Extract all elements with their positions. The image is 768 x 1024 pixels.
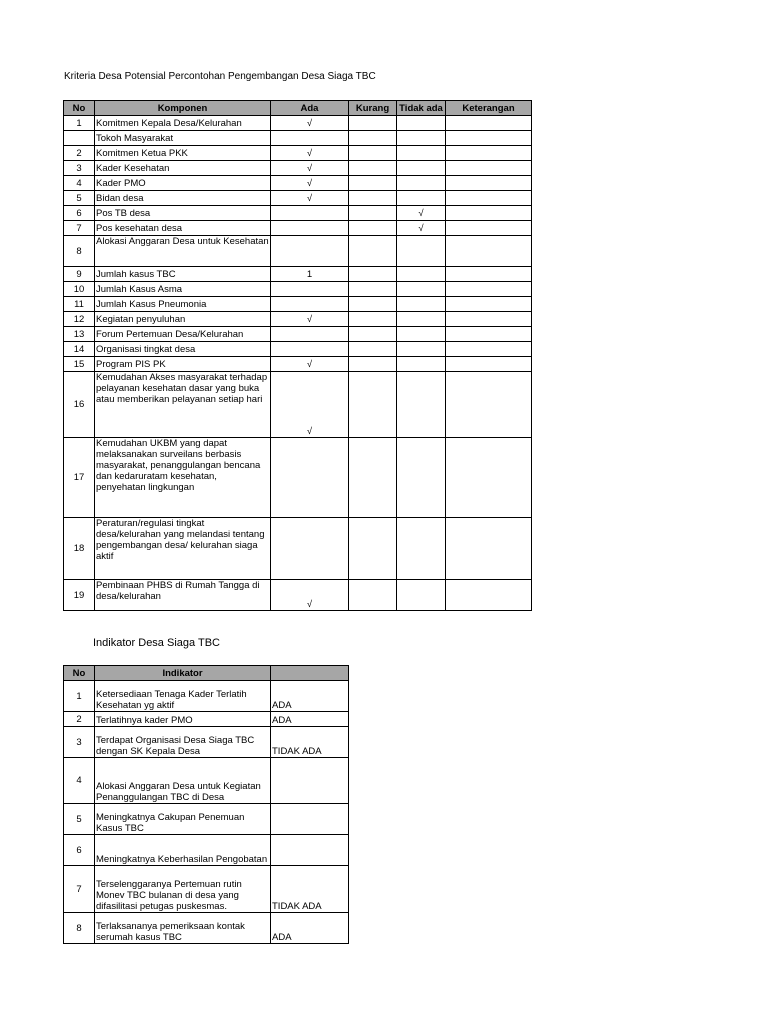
komponen-cell: Kegiatan penyuluhan bbox=[95, 312, 271, 327]
status-cell: ADA bbox=[271, 913, 349, 944]
row-number: 3 bbox=[64, 161, 95, 176]
ada-cell bbox=[271, 327, 349, 342]
table-row bbox=[64, 712, 349, 727]
keterangan-cell bbox=[446, 327, 532, 342]
ada-cell bbox=[271, 236, 349, 267]
tidak-ada-cell bbox=[397, 131, 446, 146]
kurang-cell bbox=[349, 342, 397, 357]
row-number: 16 bbox=[64, 372, 95, 438]
tidak-ada-cell bbox=[397, 312, 446, 327]
table-row bbox=[64, 297, 532, 312]
row-number bbox=[64, 131, 95, 146]
header-kurang: Kurang bbox=[349, 101, 397, 116]
ada-cell bbox=[271, 131, 349, 146]
komponen-cell: Peraturan/regulasi tingkat desa/kelurahan yang melandasi tentang pengembangan desa/ kelurahan siaga aktif bbox=[95, 518, 271, 580]
indikator-cell: Ketersediaan Tenaga Kader Terlatih Kesehatan yg aktif bbox=[95, 681, 271, 712]
tidak-ada-cell bbox=[397, 116, 446, 131]
kurang-cell bbox=[349, 312, 397, 327]
indikator-cell: Terdapat Organisasi Desa Siaga TBC dengan SK Kepala Desa bbox=[95, 727, 271, 758]
row-number: 12 bbox=[64, 312, 95, 327]
ada-cell bbox=[271, 518, 349, 580]
keterangan-cell bbox=[446, 116, 532, 131]
row-number: 4 bbox=[64, 176, 95, 191]
tidak-ada-cell bbox=[397, 146, 446, 161]
komponen-cell: Kader Kesehatan bbox=[95, 161, 271, 176]
keterangan-cell bbox=[446, 297, 532, 312]
row-number: 13 bbox=[64, 327, 95, 342]
table-row bbox=[64, 131, 532, 146]
row-number: 18 bbox=[64, 518, 95, 580]
kurang-cell bbox=[349, 282, 397, 297]
ada-cell: √ bbox=[271, 191, 349, 206]
status-cell: ADA bbox=[271, 712, 349, 727]
table-row bbox=[64, 161, 532, 176]
table-row bbox=[64, 804, 349, 835]
tidak-ada-cell bbox=[397, 342, 446, 357]
keterangan-cell bbox=[446, 438, 532, 518]
ada-cell bbox=[271, 297, 349, 312]
komponen-cell: Alokasi Anggaran Desa untuk Kesehatan bbox=[95, 236, 271, 267]
table-row bbox=[64, 727, 349, 758]
ada-cell: √ bbox=[271, 357, 349, 372]
ada-cell bbox=[271, 438, 349, 518]
table-row bbox=[64, 267, 532, 282]
ada-cell: √ bbox=[271, 116, 349, 131]
tidak-ada-cell bbox=[397, 267, 446, 282]
table-row bbox=[64, 342, 532, 357]
kurang-cell bbox=[349, 297, 397, 312]
row-number: 8 bbox=[64, 913, 95, 944]
indikator-cell: Meningkatnya Cakupan Penemuan Kasus TBC bbox=[95, 804, 271, 835]
keterangan-cell bbox=[446, 580, 532, 611]
komponen-cell: Kemudahan Akses masyarakat terhadap pelayanan kesehatan dasar yang buka atau memberikan pelayanan setiap hari bbox=[95, 372, 271, 438]
header-komponen: Komponen bbox=[95, 101, 271, 116]
header-indikator: Indikator bbox=[95, 666, 271, 681]
table-row bbox=[64, 681, 349, 712]
status-cell bbox=[271, 758, 349, 804]
table-row bbox=[64, 580, 532, 611]
tidak-ada-cell bbox=[397, 236, 446, 267]
table-row bbox=[64, 312, 532, 327]
tidak-ada-cell bbox=[397, 518, 446, 580]
header-keterangan: Keterangan bbox=[446, 101, 532, 116]
row-number: 3 bbox=[64, 727, 95, 758]
tidak-ada-cell bbox=[397, 161, 446, 176]
kurang-cell bbox=[349, 131, 397, 146]
tidak-ada-cell bbox=[397, 357, 446, 372]
row-number: 10 bbox=[64, 282, 95, 297]
row-number: 2 bbox=[64, 146, 95, 161]
kurang-cell bbox=[349, 327, 397, 342]
komponen-cell: Program PIS PK bbox=[95, 357, 271, 372]
table-row bbox=[64, 176, 532, 191]
page-title: Kriteria Desa Potensial Percontohan Pengembangan Desa Siaga TBC bbox=[64, 71, 376, 82]
row-number: 17 bbox=[64, 438, 95, 518]
tidak-ada-cell bbox=[397, 372, 446, 438]
status-cell bbox=[271, 835, 349, 866]
komponen-cell: Bidan desa bbox=[95, 191, 271, 206]
status-cell: ADA bbox=[271, 681, 349, 712]
indicator-table bbox=[63, 665, 349, 944]
row-number: 15 bbox=[64, 357, 95, 372]
kurang-cell bbox=[349, 267, 397, 282]
komponen-cell: Pos kesehatan desa bbox=[95, 221, 271, 236]
indikator-cell: Alokasi Anggaran Desa untuk Kegiatan Penanggulangan TBC di Desa bbox=[95, 758, 271, 804]
table-row bbox=[64, 372, 532, 438]
table-row bbox=[64, 327, 532, 342]
table-row bbox=[64, 282, 532, 297]
kurang-cell bbox=[349, 357, 397, 372]
row-number: 8 bbox=[64, 236, 95, 267]
komponen-cell: Forum Pertemuan Desa/Kelurahan bbox=[95, 327, 271, 342]
header-tidak-ada: Tidak ada bbox=[397, 101, 446, 116]
header-no: No bbox=[64, 101, 95, 116]
komponen-cell: Komitmen Ketua PKK bbox=[95, 146, 271, 161]
keterangan-cell bbox=[446, 131, 532, 146]
keterangan-cell bbox=[446, 372, 532, 438]
keterangan-cell bbox=[446, 518, 532, 580]
status-cell: TIDAK ADA bbox=[271, 866, 349, 913]
komponen-cell: Pos TB desa bbox=[95, 206, 271, 221]
indikator-cell: Terselenggaranya Pertemuan rutin Monev TBC bulanan di desa yang difasilitasi petugas puskesmas. bbox=[95, 866, 271, 913]
tidak-ada-cell bbox=[397, 176, 446, 191]
tidak-ada-cell bbox=[397, 191, 446, 206]
keterangan-cell bbox=[446, 221, 532, 236]
ada-cell bbox=[271, 342, 349, 357]
row-number: 19 bbox=[64, 580, 95, 611]
table-row bbox=[64, 206, 532, 221]
kurang-cell bbox=[349, 191, 397, 206]
tidak-ada-cell: √ bbox=[397, 221, 446, 236]
ada-cell bbox=[271, 282, 349, 297]
kurang-cell bbox=[349, 116, 397, 131]
row-number: 1 bbox=[64, 681, 95, 712]
kurang-cell bbox=[349, 518, 397, 580]
row-number: 2 bbox=[64, 712, 95, 727]
kurang-cell bbox=[349, 236, 397, 267]
ada-cell: √ bbox=[271, 580, 349, 611]
ada-cell bbox=[271, 221, 349, 236]
header-status bbox=[271, 666, 349, 681]
komponen-cell: Tokoh Masyarakat bbox=[95, 131, 271, 146]
komponen-cell: Pembinaan PHBS di Rumah Tangga di desa/kelurahan bbox=[95, 580, 271, 611]
ada-cell bbox=[271, 206, 349, 221]
table-row bbox=[64, 191, 532, 206]
row-number: 6 bbox=[64, 206, 95, 221]
kurang-cell bbox=[349, 438, 397, 518]
kurang-cell bbox=[349, 176, 397, 191]
kurang-cell bbox=[349, 221, 397, 236]
komponen-cell: Jumlah Kasus Pneumonia bbox=[95, 297, 271, 312]
komponen-cell: Organisasi tingkat desa bbox=[95, 342, 271, 357]
status-cell bbox=[271, 804, 349, 835]
row-number: 9 bbox=[64, 267, 95, 282]
header-no: No bbox=[64, 666, 95, 681]
kurang-cell bbox=[349, 580, 397, 611]
table-row bbox=[64, 758, 349, 804]
komponen-cell: Komitmen Kepala Desa/Kelurahan bbox=[95, 116, 271, 131]
keterangan-cell bbox=[446, 206, 532, 221]
table-row bbox=[64, 357, 532, 372]
indikator-cell: Terlatihnya kader PMO bbox=[95, 712, 271, 727]
table-row bbox=[64, 221, 532, 236]
row-number: 1 bbox=[64, 116, 95, 131]
keterangan-cell bbox=[446, 236, 532, 267]
table-row bbox=[64, 835, 349, 866]
table-row bbox=[64, 518, 532, 580]
keterangan-cell bbox=[446, 312, 532, 327]
status-cell: TIDAK ADA bbox=[271, 727, 349, 758]
indikator-cell: Terlaksananya pemeriksaan kontak serumah kasus TBC bbox=[95, 913, 271, 944]
keterangan-cell bbox=[446, 161, 532, 176]
keterangan-cell bbox=[446, 357, 532, 372]
indikator-cell: Meningkatnya Keberhasilan Pengobatan bbox=[95, 835, 271, 866]
ada-cell: √ bbox=[271, 372, 349, 438]
row-number: 7 bbox=[64, 221, 95, 236]
kurang-cell bbox=[349, 161, 397, 176]
kurang-cell bbox=[349, 206, 397, 221]
komponen-cell: Kemudahan UKBM yang dapat melaksanakan surveilans berbasis masyarakat, penanggulangan bencana dan kedaruratam kesehatan, penyehatan lingkungan bbox=[95, 438, 271, 518]
keterangan-cell bbox=[446, 191, 532, 206]
ada-cell: √ bbox=[271, 176, 349, 191]
ada-cell: 1 bbox=[271, 267, 349, 282]
row-number: 14 bbox=[64, 342, 95, 357]
ada-cell: √ bbox=[271, 146, 349, 161]
tidak-ada-cell bbox=[397, 282, 446, 297]
criteria-table bbox=[63, 100, 532, 611]
keterangan-cell bbox=[446, 282, 532, 297]
table-row bbox=[64, 236, 532, 267]
table-row bbox=[64, 438, 532, 518]
keterangan-cell bbox=[446, 146, 532, 161]
tidak-ada-cell bbox=[397, 297, 446, 312]
ada-cell: √ bbox=[271, 161, 349, 176]
ada-cell: √ bbox=[271, 312, 349, 327]
table-row bbox=[64, 146, 532, 161]
keterangan-cell bbox=[446, 342, 532, 357]
komponen-cell: Kader PMO bbox=[95, 176, 271, 191]
komponen-cell: Jumlah kasus TBC bbox=[95, 267, 271, 282]
row-number: 4 bbox=[64, 758, 95, 804]
kurang-cell bbox=[349, 146, 397, 161]
tidak-ada-cell bbox=[397, 327, 446, 342]
row-number: 6 bbox=[64, 835, 95, 866]
section-title: Indikator Desa Siaga TBC bbox=[93, 637, 220, 649]
komponen-cell: Jumlah Kasus Asma bbox=[95, 282, 271, 297]
tidak-ada-cell: √ bbox=[397, 206, 446, 221]
table-row bbox=[64, 866, 349, 913]
header-ada: Ada bbox=[271, 101, 349, 116]
row-number: 5 bbox=[64, 191, 95, 206]
row-number: 5 bbox=[64, 804, 95, 835]
table-row bbox=[64, 913, 349, 944]
keterangan-cell bbox=[446, 176, 532, 191]
row-number: 7 bbox=[64, 866, 95, 913]
tidak-ada-cell bbox=[397, 580, 446, 611]
table-row bbox=[64, 116, 532, 131]
row-number: 11 bbox=[64, 297, 95, 312]
keterangan-cell bbox=[446, 267, 532, 282]
kurang-cell bbox=[349, 372, 397, 438]
tidak-ada-cell bbox=[397, 438, 446, 518]
